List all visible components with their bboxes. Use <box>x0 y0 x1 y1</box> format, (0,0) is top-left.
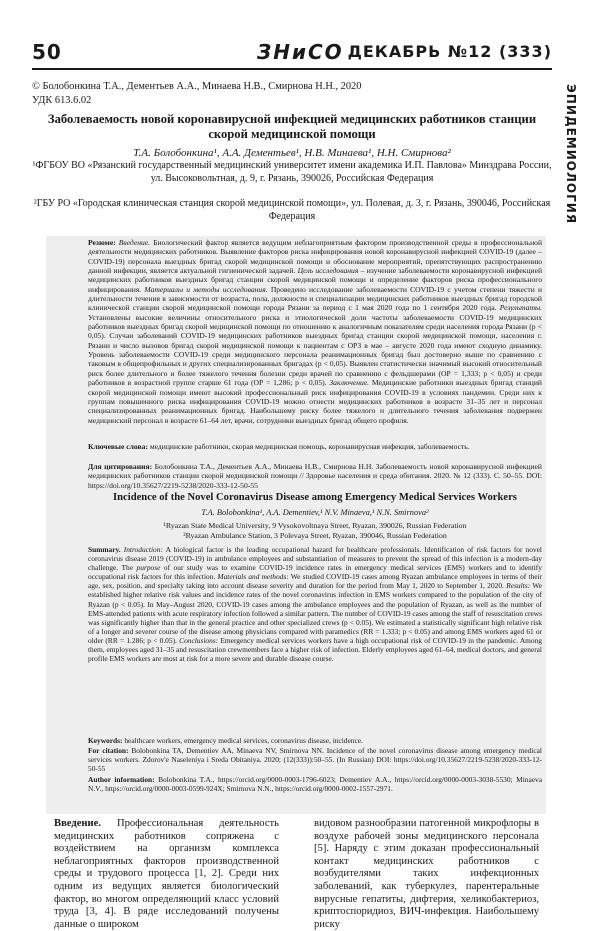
section-title: ЭПИДЕМИОЛОГИЯ <box>564 84 578 225</box>
methods-label: Материалы и методы исследования. <box>144 284 268 294</box>
en-author-info-text: Bolobonkina T.A., https://orcid.org/0000-0003-1796-6023; Dementiev A.A., https://orcid.org/0000-0003-3038-5530; Minaeva N.V., https://orcid.org/0000-0003-0599-924X; Smirnova N.N., https://orcid.org/0000-0002-1557-2971. <box>88 775 542 794</box>
en-purpose-label: purpose <box>136 563 161 573</box>
citation-label: Для цитирования: <box>88 462 153 471</box>
intro-label: Введение. <box>118 238 151 247</box>
conclusion-text: Медицинские работники выездных бригад станций скорой медицинской помощи имеют высокий профессиональный риск инфицирования COVID-19 в условиях пандемии. Среди них к группам повышенного риска инфицирования COVID-19 можно отнести медицинских работников в возрасте 31–35 лет и персонал специализированных реанимационных бригад. Наибольшему риску более тяжелого и длительного течения заболевания подвержен медицинский персонал в возрасте 61–64 лет, врачи, сотрудники выездных бригад общего профиля. <box>88 378 542 425</box>
conclusion-label: Заключение. <box>329 378 370 388</box>
en-citation-text: Bolobonkina TA, Dementiev AA, Minaeva NV, Smirnova NN. Incidence of the novel coronavirus disease among emergency medical services workers. Zdorov'e Naseleniya i Sreda Obitaniya. 2020; (12(333)):50–55. (In Russian) DOI: https://doi.org/10.35627/2219-5238/2020-333-12-50-55 <box>88 746 542 774</box>
en-keywords-label: Keywords: <box>88 736 123 745</box>
udc-line: УДК 613.6.02 <box>32 95 92 106</box>
english-authors: T.A. Bolobonkina¹, A.A. Dementiev,¹ N.V. Minaeva,¹ N.N. Smirnova² <box>201 508 429 517</box>
en-author-info-label: Author information: <box>88 775 155 784</box>
page-number: 50 <box>32 40 62 64</box>
body-column-right: видовом разнообразии патогенной микрофлоры в воздухе рабочей зоны медицинского персонала [5]. Наряду с этим доказан профессиональный контакт медицинских работников с возбудителями таких инфекционных заболеваний, как туберкулез, парентеральные вирусные гепатиты, дифтерия, хеликобактериоз, криптоспоридиоз, ВИЧ-инфекция. Наибольшему риску <box>314 818 539 930</box>
methods-text: Проведено исследование заболеваемости COVID-19 с учетом степени тяжести и длительности течения в зависимости от возраста, пола, должности и специализации медицинских работников выездных бригад городской клинической станции скорой медицинской помощи города Рязани за период с 1 мая 2020 года по 1 сентября 2020 года. <box>88 284 543 313</box>
en-citation-label: For citation: <box>88 746 129 755</box>
article-title: Заболеваемость новой коронавирусной инфекцией медицинских работников станции скорой медицинской помощи <box>47 112 537 141</box>
abstract-label: Резюме: <box>88 238 116 247</box>
english-affiliation-1: ¹Ryazan State Medical University, 9 Vysokovoltnaya Street, Ryazan, 390026, Russian Federation <box>163 521 467 530</box>
english-affiliation-2: ²Ryazan Ambulance Station, 3 Polevaya Street, Ryazan, 390046, Russian Federation <box>183 531 447 540</box>
en-results-label: Results: <box>506 581 531 591</box>
en-purpose-text: of our study was to examine COVID-19 incidence rates in emergency medical services (EMS) workers and to identify occupational risk factors for this infection. <box>88 563 542 582</box>
english-citation <box>88 746 542 773</box>
aim-text: – изучение заболеваемости коронавирусной инфекцией медицинских работников выездных бригад станции скорой медицинской помощи и определение факторов риска профессионального инфицирования. <box>88 266 543 294</box>
affiliation-2: ²ГБУ РО «Городская клиническая станция скорой медицинской помощи», ул. Полевая, д. 3, г. Рязань, 390046, Российская Федерация <box>33 198 551 222</box>
english-keywords <box>88 736 542 745</box>
results-text: Установлены высокие величины относительного риска и этиологической доли частоты заболеваемости COVID-19 медицинских работников выездных бригад скорой медицинской помощи по отношению к аналогичным показателям среди населения города Рязани (p < 0,05). Случаи заболеваний COVID-19 медицинских работников выездных бригад станции скорой медицинской помощи, населения г. Рязани и число вызовов бригад скорой медицинской помощи к пациентам с ОРЗ в мае – августе 2020 года имеют сходную динамику. Уровень заболеваемости COVID-19 среди медицинского персонала реанимационных бригад был достоверно выше по сравнению с таковым в общепрофильных и других специализированных бригадах (p < 0,05). Выявлен статистически значимый высокий относительный риск более длительного и более тяжелого течения болезни среди врачей по сравнению с фельдшерами (ОР = 1,333; p < 0,05) и среди работников в возрастной группе старше 61 года (ОР = 1,286; p < 0,05). <box>88 312 542 388</box>
en-intro-label: Introduction: <box>123 545 163 554</box>
journal-name: ЗНиСО <box>257 40 344 64</box>
results-label: Результаты. <box>499 303 542 313</box>
body-intro-label: Введение. <box>54 818 101 829</box>
en-results-text: We established higher relative risk values and incidence rates of the novel coronavirus infection in EMS workers compared to the population of the city of Ryazan (p < 0.05). In May–August 2020, COVID-19 cases among the ambulance employees and the population of Ryazan, as well as the number of EMS-attended patients with acute respiratory infection followed a similar pattern. The number of COVID-19 cases among the staff of resuscitation crews was significantly higher than that in the general practice and other specialized crews (p < 0.05). We estimated a statistically significant high relative risk of a longer and severer course of the disease among physicians compared with paramedics (RR = 1.333; p < 0.05) and among EMS workers aged 61 or older (RR = 1.286; p < 0.05). <box>88 581 542 645</box>
keywords-label: Ключевые слова: <box>88 442 148 451</box>
header-rule <box>32 68 552 70</box>
issue-label: ДЕКАБРЬ №12 (333) <box>347 42 552 61</box>
en-keywords-text: healthcare workers, emergency medical services, coronavirus disease, incidence. <box>124 736 363 745</box>
keywords-text: медицинские работники, скорая медицинская помощь, коронавирусная инфекция, заболеваемость. <box>149 442 470 451</box>
citation-text: Болобонкина Т.А., Дементьев А.А., Минаева Н.В., Смирнова Н.Н. Заболеваемость новой коронавирусной инфекцией медицинских работников станции скорой медицинской помощи // Здоровье населения и среда обитания. 2020. № 12 (333). С. 50–55. DOI: https://doi.org/10.35627/2219-5238/2020-333-12-50-55 <box>88 462 542 490</box>
english-summary <box>88 545 542 663</box>
en-conclusions-label: Conclusions: <box>179 635 219 645</box>
copyright-line: © Болобонкина Т.А., Дементьев А.А., Минаева Н.В., Смирнова Н.Н., 2020 <box>32 81 362 92</box>
en-methods-text: We studied COVID-19 cases among Ryazan ambulance employees in terms of their age, sex, position, and specialty taking into account disease severity and duration for the period from May 1, 2020 to September 1, 2020. <box>88 572 542 591</box>
aim-label: Цель исследования <box>297 266 359 276</box>
body-column-left <box>54 818 279 930</box>
intro-text: Биологический фактор является ведущим неблагоприятным фактором производственной среды в профессиональной деятельности медицинских работников. Выявление факторов риска инфицирования новой коронавирусной инфекцией COVID-19 (далее – COVID-19) персонала выездных бригад скорой медицинской помощи и обоснование мероприятий, препятствующих распространению данной инфекции, является актуальной гигиенической задачей. <box>88 238 543 276</box>
abstract-ru <box>88 238 542 425</box>
en-conclusions-text: Emergency medical services workers have a high occupational risk of COVID-19 in the pandemic. Among them, employees aged 31–35 and resuscitation crewmembers face a higher risk of infection. Elderly employees aged 61–64, medical doctors, and general profile EMS workers are most at risk for a more severe and durable disease course. <box>88 635 542 664</box>
body-left-text: Профессиональная деятельность медицинских работников сопряжена с воздействием на организм комплекса неблагоприятных факторов производственной среды и трудового процесса [1, 2]. Среди них одним из ведущих является биологический фактор, во многом определяющий класс условий труда [3, 4]. В ряде исследований получены данные о широком <box>54 818 279 930</box>
citation-ru <box>88 462 542 490</box>
english-author-info <box>88 775 542 793</box>
en-intro-text: A biological factor is the leading occupational hazard for healthcare professionals. Identification of risk factors for novel coronavirus disease 2019 (COVID-19) in ambulance employees and substantiation of measures to prevent the spread of this infection is a modern-day challenge. The <box>88 545 542 573</box>
en-methods-label: Materials and methods: <box>217 572 289 582</box>
page-header <box>32 40 552 68</box>
keywords-ru <box>88 442 542 451</box>
section-label <box>552 84 582 225</box>
summary-label: Summary. <box>88 545 121 554</box>
authors-ru: Т.А. Болобонкина¹, А.А. Дементьев¹, Н.В. Минаева¹, Н.Н. Смирнова² <box>133 147 451 159</box>
affiliation-1: ¹ФГБОУ ВО «Рязанский государственный медицинский университет имени академика И.П. Павлова» Минздрава России, ул. Высоковольтная, д. 9, г. Рязань, 390026, Российская Федерация <box>32 160 552 184</box>
english-title: Incidence of the Novel Coronavirus Disease among Emergency Medical Services Workers <box>113 492 517 503</box>
